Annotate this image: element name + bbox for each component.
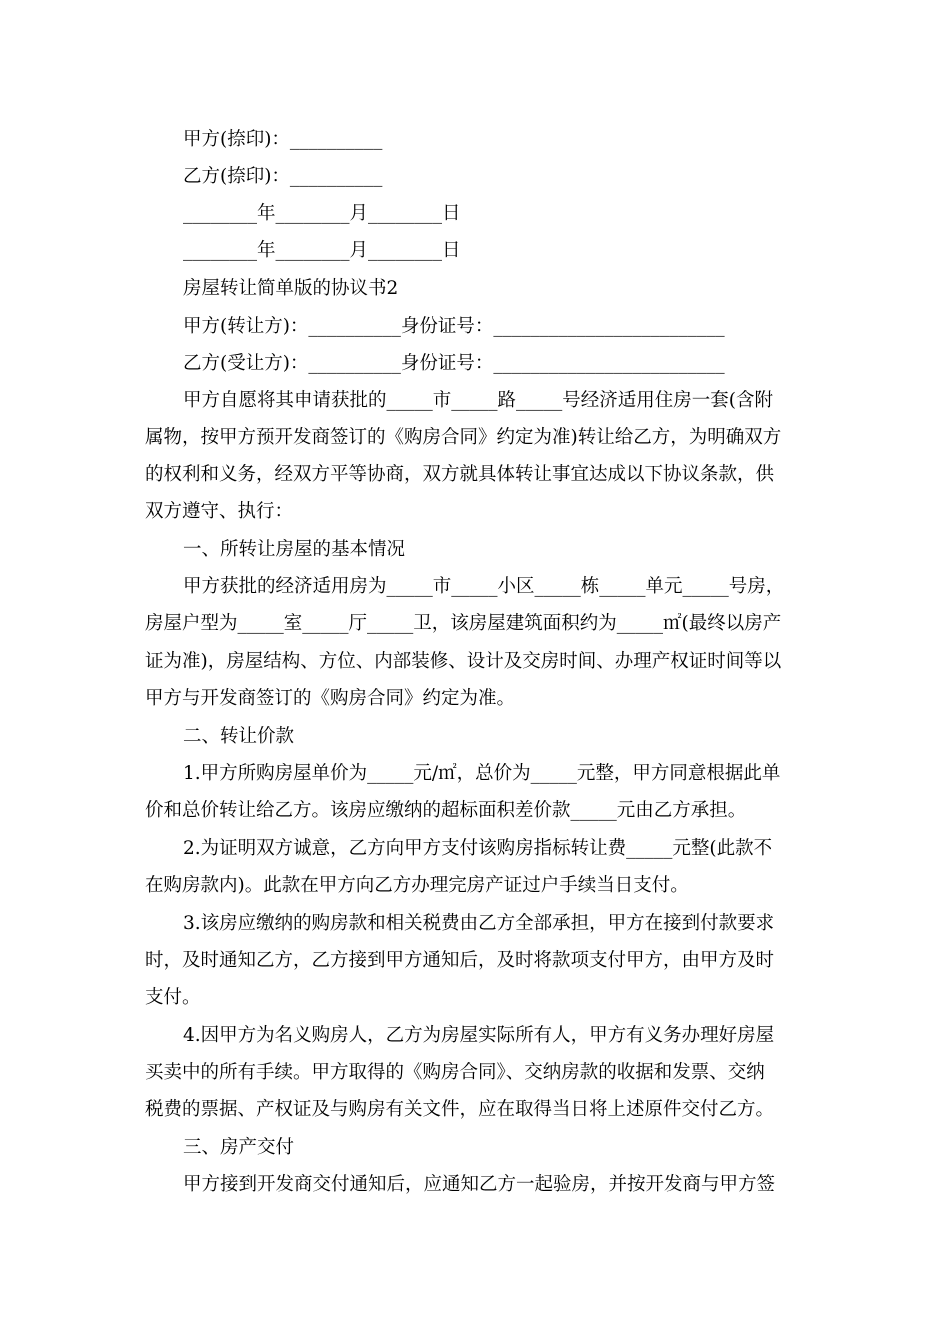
paragraph-line: 甲方与开发商签订的《购房合同》约定为准。 <box>145 688 516 709</box>
party-b-signature-line: 乙方(捺印)：__________ <box>183 166 383 187</box>
paragraph-line: 买卖中的所有手续。甲方取得的《购房合同》、交纳房款的收据和发票、交纳 <box>145 1062 765 1083</box>
paragraph-line: 4.因甲方为名义购房人，乙方为房屋实际所有人，甲方有义务办理好房屋 <box>183 1025 775 1046</box>
paragraph-line: 支付。 <box>145 987 201 1008</box>
document-title: 房屋转让简单版的协议书2 <box>183 278 399 299</box>
section-heading-2: 二、转让价款 <box>183 726 295 747</box>
party-a-signature-line: 甲方(捺印)：__________ <box>183 129 383 150</box>
paragraph-line: 3.该房应缴纳的购房款和相关税费由乙方全部承担，甲方在接到付款要求 <box>183 913 775 934</box>
party-b-info-line: 乙方(受让方)：__________身份证号：_________________________ <box>183 353 725 374</box>
paragraph-line: 税费的票据、产权证及与购房有关文件，应在取得当日将上述原件交付乙方。 <box>145 1099 775 1120</box>
section-heading-3: 三、房产交付 <box>183 1137 295 1158</box>
paragraph-line: 2.为证明双方诚意，乙方向甲方支付该购房指标转让费_____元整(此款不 <box>183 838 773 859</box>
paragraph-line: 价和总价转让给乙方。该房应缴纳的超标面积差价款_____元由乙方承担。 <box>145 800 747 821</box>
paragraph-line: 双方遵守、执行： <box>145 501 294 522</box>
paragraph-line: 甲方自愿将其申请获批的_____市_____路_____号经济适用住房一套(含附 <box>183 390 773 411</box>
date-line-1: ________年________月________日 <box>183 203 461 224</box>
paragraph-line: 甲方接到开发商交付通知后，应通知乙方一起验房，并按开发商与甲方签 <box>183 1174 776 1195</box>
paragraph-line: 的权利和义务，经双方平等协商，双方就具体转让事宜达成以下协议条款，供 <box>145 464 775 485</box>
paragraph-line: 在购房款内)。此款在甲方向乙方办理完房产证过户手续当日支付。 <box>145 875 689 896</box>
paragraph-line: 属物，按甲方预开发商签订的《购房合同》约定为准)转让给乙方，为明确双方 <box>145 427 782 448</box>
paragraph-line: 房屋户型为_____室_____厅_____卫，该房屋建筑面积约为_____㎡(最终以房产 <box>145 613 782 634</box>
party-a-info-line: 甲方(转让方)：__________身份证号：_________________________ <box>183 316 725 337</box>
paragraph-line: 时，及时通知乙方，乙方接到甲方通知后，及时将款项支付甲方，由甲方及时 <box>145 950 775 971</box>
section-heading-1: 一、所转让房屋的基本情况 <box>183 539 406 560</box>
paragraph-line: 甲方获批的经济适用房为_____市_____小区_____栋_____单元_____号房， <box>183 576 785 597</box>
paragraph-line: 1.甲方所购房屋单价为_____元/㎡，总价为_____元整，甲方同意根据此单 <box>183 763 781 784</box>
paragraph-line: 证为准)，房屋结构、方位、内部装修、设计及交房时间、办理产权证时间等以 <box>145 651 782 672</box>
date-line-2: ________年________月________日 <box>183 240 461 261</box>
